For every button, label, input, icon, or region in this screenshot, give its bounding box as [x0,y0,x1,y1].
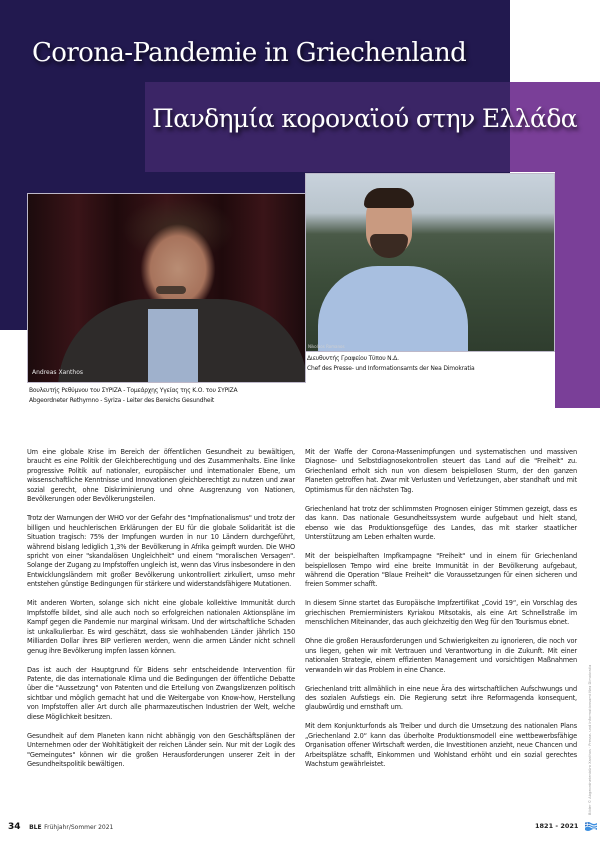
magazine-issue: Frühjahr/Sommer 2021 [44,824,114,831]
photo-nikolaos-romanos [305,173,555,352]
article-paragraph: Ohne die großen Herausforderungen und Schwierigkeiten zu ignorieren, die noch vor uns liegen, gehen wir mit Vertrauen und Verantwortung in die Zukunft. Mit einer nationalen Strategie, einem effizienten Management und vorsichtigen Maßnahmen verwandeln wir das Problem in eine Chance. [305,637,577,674]
article-paragraph: Das ist auch der Hauptgrund für Bidens sehr entscheidende Intervention für Patente, die das internationale Klima und die Bedingungen der öffentliche Debatte über die "Aussetzung" von Patenten und die Erteilung von Zwangslizenzen politisch sichtbar und möglich gemacht hat und die Weitergabe von Know-how, Herstellung von Impfstoffen aller Art durch alle pharmazeutischen Industrien der Welt, welche diese Möglichkeit besitzen. [27,665,295,721]
page-footer-left [8,822,113,832]
photo-caption-left [29,386,237,406]
photo-hair-shape [364,188,414,208]
article-paragraph: Mit anderen Worten, solange sich nicht eine globale kollektive Immunität durch Impfstoffe bildet, sind alle auch noch so erfolgreichen nationalen Aktionspläne im Kampf gegen die Pandemie nur marginal wirksam. Und der wirtschaftliche Schaden ist unkalkulierbar. Es wird geschätzt, dass sie wohlhabenden Länder jährlich 150 Milliarden Dollar ihres BIP verlieren werden, wenn die armen Länder nicht schnell genug ihre Bevölkerung impfen lassen können. [27,599,295,655]
page-title-german: Corona-Pandemie in Griechenland [32,38,467,68]
greek-flag-icon [584,821,598,831]
article-paragraph: Mit dem Konjunkturfonds als Treiber und durch die Umsetzung des nationalen Plans „Griechenland 2.0“ kann das überholte Produktionsmodell eine wettbewerbsfähige Organisation offener Wirtschaft werden, die Investitionen anzieht, neue Chancen und Arbeitsplätze schafft, Einkommen und Wohlstand erhöht und ein sozial gerechtes Wachstum gewährleistet. [305,722,577,769]
article-paragraph: In diesem Sinne startet das Europäische Impfzertifikat „Covid 19“, ein Vorschlag des griechischen Premierministers Kyriakou Mitsotakis, als eine Art Schnellstraße im menschlichen Miteinander, das auch gleichzeitig den Weg für den Tourismus ebnet. [305,599,577,627]
page-title-greek: Πανδημία κοροναϊού στην Ελλάδα [152,104,578,133]
photo-shirt-shape [318,266,468,352]
photo-name-overlay: Nikolaos Romanos [308,344,345,349]
article-paragraph: Trotz der Warnungen der WHO vor der Gefahr des "Impfnationalismus" und trotz der billigen und heuchlerischen Erklärungen der EU für die globale Solidarität ist die Situation tragisch: 75% der Impfungen wurden in nur 10 Ländern durchgeführt, während bislang lediglich 1,3% der Bevölkerung in Afrika geimpft wurden. Die WHO spricht von einer "skandalösen Ungleichheit" und einem "moralischen Versagen". Solange der Zugang zu Impfstoffen ungleich ist, wenn das Virus insbesondere in den Entwicklungsländern mit großer Bevölkerung unkontrolliert zirkuliert, umso mehr entstehen günstige Bedingungen für stärkere und widerstandsfähigere Mutationen. [27,514,295,589]
caption-german: Chef des Presse- und Informationsamts der Nea Dimokratia [307,365,475,372]
article-paragraph: Griechenland hat trotz der schlimmsten Prognosen einiger Stimmen gezeigt, dass es das kann. Das nationale Gesundheitssystem wurde aufgebaut und hielt stand, ebenso wie das Produktionsgefüge des Landes, das mit starker staatlicher Unterstützung am Leben erhalten wurde. [305,504,577,542]
caption-german: Abgeordneter Rethymno - Syriza - Leiter des Bereichs Gesundheit [29,397,215,404]
article-paragraph: Griechenland tritt allmählich in eine neue Ära des wirtschaftlichen Aufschwungs und des sozialen Aufstiegs ein. Die Regierung setzt ihre Reformagenda konsequent, glaubwürdig und ernsthaft um. [305,684,577,712]
photo-andreas-xanthos [27,193,306,383]
caption-greek: Διευθυντής Γραφείου Τύπου Ν.Δ. [307,355,399,362]
anniversary-years: 1821 - 2021 [535,822,579,830]
photo-caption-right [307,354,474,374]
article-column-right [305,448,577,779]
magazine-brand: BLE [29,824,42,831]
article-paragraph: Gesundheit auf dem Planeten kann nicht abhängig von den Geschäftsplänen der Unternehmen oder der Wohltätigkeit der reichen Länder sein. Nur mit der Logik des "Gemeingutes" können wir die großen Herausforderungen unserer Zeit in der Gesundheitspolitik bewältigen. [27,731,295,769]
photo-beard-shape [370,234,408,258]
caption-greek: Βουλευτής Ρεθύμνου του ΣΥΡΙΖΑ - Τομεάρχης Υγείας της Κ.Ο. του ΣΥΡΙΖΑ [29,387,238,394]
photo-shirt-shape [148,309,198,383]
article-column-left [27,448,295,779]
page-number: 34 [8,822,21,832]
article-paragraph: Mit der Waffe der Corona-Massenimpfungen und systematischen und massiven Diagnose- und Selbstdiagnosekontrollen steuert das Land auf die "Freiheit" zu. Griechenland erholt sich nun von diesem beispiellosen Sturm, der den ganzen Planeten getroffen hat. Zwar mit Verlusten und Verletzungen, aber standhaft und mit Optimismus für den nächsten Tag. [305,448,577,494]
article-paragraph: Um eine globale Krise im Bereich der öffentlichen Gesundheit zu bewältigen, braucht es eine Politik der Gleichberechtigung und des Zusammenhalts. Eine linke progressive Politik auf nationaler, europäischer und internationaler Ebene, um wissenschaftliche Kenntnisse und Innovationen gleichberechtigt zu nutzen und zwar sozial gerecht, ohne Diskriminierung und ohne Ausgrenzung von Nationen, Bevölkerungen oder Bevölkerungsteilen. [27,448,295,504]
article-paragraph: Mit der beispielhaften Impfkampagne "Freiheit" und in einem für Griechenland beispiellosen Tempo wird eine breite Immunität in der Bevölkerung aufgebaut, während die Operation "Blaue Freiheit" die Voraussetzungen für einen sicheren und freien Sommer schafft. [305,552,577,589]
photo-mustache-shape [156,286,186,294]
photo-name-overlay: Andreas Xanthos [32,369,83,376]
